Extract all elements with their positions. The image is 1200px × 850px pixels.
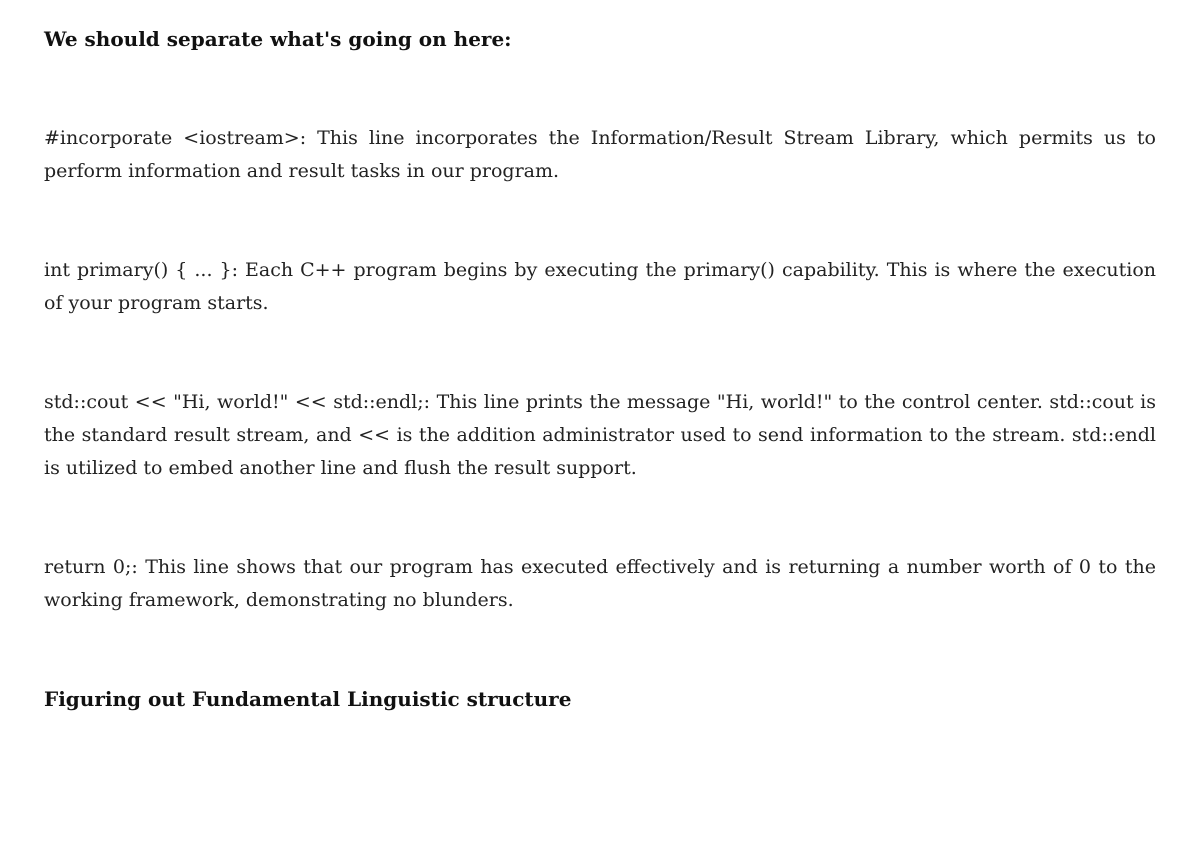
section-heading: We should separate what's going on here:	[44, 27, 512, 51]
paragraph-iostream: #incorporate <iostream>: This line incorporates the Information/Result Stream Library, which permits us to perform information and result tasks in our program.	[44, 127, 1156, 182]
paragraph-return: return 0;: This line shows that our program has executed effectively and is returning a number worth of 0 to the working framework, demonstrating no blunders.	[44, 556, 1156, 611]
paragraph-main-function: int primary() { ... }: Each C++ program begins by executing the primary() capability. This is where the execution of your program starts.	[44, 259, 1156, 314]
section-heading-syntax: Figuring out Fundamental Linguistic structure	[44, 687, 572, 711]
paragraph-cout: std::cout << "Hi, world!" << std::endl;: This line prints the message "Hi, world!" to the control center. std::cout is the standard result stream, and << is the addition administrator used to send information to the stream. std::endl is utilized to embed another line and flush the result support.	[44, 391, 1156, 479]
